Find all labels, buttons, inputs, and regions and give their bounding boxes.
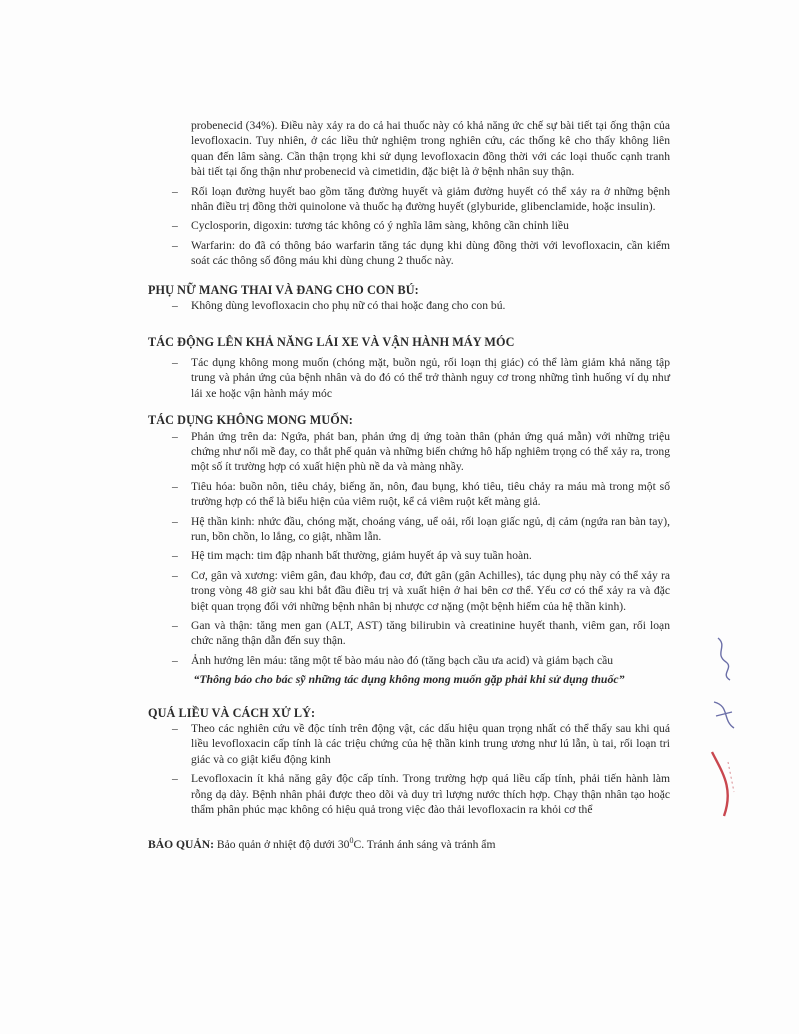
item-text: Theo các nghiên cứu về độc tính trên động vật, các dấu hiệu quan trọng nhất có thể thấy sau khi quá liều levofloxacin cấp tính là các triệu chứng của hệ thần kinh trung ương như lú lẫn, ù tai, rối loạn tri giác và co giật kiểu động kinh [191,722,670,766]
list-item [148,514,670,545]
doctor-note: “Thông báo cho bác sỹ những tác dụng không mong muốn gặp phải khi sử dụng thuốc” [193,672,625,687]
section-heading-side-effects: TÁC DỤNG KHÔNG MONG MUỐN: [148,413,353,428]
section-heading-overdose: QUÁ LIỀU VÀ CÁCH XỬ LÝ: [148,705,316,720]
document-content [148,118,670,853]
stamp-fragment [714,702,734,728]
storage-line [148,833,670,852]
handwritten-mark [718,638,730,680]
storage-text-after: C. Tránh ánh sáng và tránh ẩm [353,838,496,852]
overdose-list [148,721,670,817]
item-text: Hệ thần kinh: nhức đầu, chóng mặt, choáng váng, uể oải, rối loạn giấc ngủ, dị cảm (ngứa ran bàn tay), run, bồn chồn, lo lắng, co giật, nhầm lẫn. [191,514,670,543]
storage-label: BẢO QUẢN: [148,838,215,852]
section-heading-driving: TÁC ĐỘNG LÊN KHẢ NĂNG LÁI XE VÀ VẬN HÀNH MÁY MÓC [148,335,515,350]
list-item [148,771,670,817]
list-item [148,653,670,668]
list-item [148,721,670,767]
list-item [148,184,670,215]
item-text: Cơ, gân và xương: viêm gân, đau khớp, đau cơ, đứt gân (gân Achilles), tác dụng phụ này có thể xảy ra trong vòng 48 giờ sau khi bắt đầu điều trị và xuất hiện ở hai bên cơ thể. Yếu cơ có thể xảy ra và đặc biệt quan trọng đối với những bệnh nhân bị nhược cơ nặng (một bệnh hiếm của hệ thần kinh). [191,568,670,613]
dash-bullet: – [172,299,178,313]
dash-bullet: – [172,429,178,443]
item-text: Tiêu hóa: buồn nôn, tiêu chảy, biếng ăn, nôn, đau bụng, khó tiêu, tiêu chảy ra máu mà trong một số trường hợp có thể là biểu hiện của viêm ruột, kể cả viêm ruột kết màng giả. [191,479,670,509]
dash-bullet: – [172,479,178,493]
dash-bullet: – [172,355,178,369]
item-text: Levofloxacin ít khả năng gây độc cấp tính. Trong trường hợp quá liều cấp tính, phải tiến hành làm rỗng dạ dày. Bệnh nhân phải được theo dõi và duy trì lượng nước thích hợp. Chạy thận nhân tạo hoặc thẩm phân phúc mạc không có hiệu quả trong việc đào thải levofloxacin ra khỏi cơ thể [191,772,670,817]
dash-bullet: – [172,514,178,528]
dash-bullet: – [172,238,178,252]
item-text: Tác dụng không mong muốn (chóng mặt, buồn ngủ, rối loạn thị giác) có thể làm giảm khả năng tập trung và phản ứng của bệnh nhân và do đó có thể trở thành nguy cơ trong những tình huống ví dụ như lái xe hoặc vận hành máy móc [191,355,670,400]
dash-bullet: – [172,722,178,735]
list-item [148,298,670,313]
item-text: Warfarin: do đã có thông báo warfarin tăng tác dụng khi dùng đồng thời với levofloxacin, cần kiểm soát các thông số đông máu khi dùng chung 2 thuốc này. [191,238,670,268]
dash-bullet: – [172,184,178,198]
item-text: Hệ tim mạch: tim đập nhanh bất thường, giảm huyết áp và suy tuần hoàn. [191,549,532,563]
item-text: Cyclosporin, digoxin: tương tác không có ý nghĩa lâm sàng, không cần chỉnh liều [191,219,569,233]
item-text: Gan và thận: tăng men gan (ALT, AST) tăng bilirubin và creatinine huyết thanh, viêm gan, rối loạn chức năng thận dẫn đến suy thận. [191,618,670,648]
item-text: Rối loạn đường huyết bao gồm tăng đường huyết và giảm đường huyết có thể xảy ra ở những bệnh nhân điều trị đồng thời quinolone và thuốc hạ đường huyết (glyburide, glibenclamide, hoặc insulin). [191,184,670,214]
dash-bullet: – [172,549,178,563]
page-stamp-mark [704,632,744,822]
interaction-list [148,184,670,269]
list-item [148,568,670,614]
storage-superscript: 0 [349,836,354,846]
dash-bullet: – [172,653,178,667]
section-heading-pregnancy: PHỤ NỮ MANG THAI VÀ ĐANG CHO CON BÚ: [148,282,419,297]
red-stamp-dots [728,762,734,792]
list-item [148,238,670,269]
list-item [148,479,670,510]
storage-text-before: Bảo quản ở nhiệt độ dưới 30 [214,838,350,852]
red-stamp-arc [712,752,728,816]
dash-bullet: – [172,618,178,632]
list-item [148,218,670,233]
dash-bullet: – [172,568,178,582]
side-effects-list [148,429,670,669]
list-item [148,429,670,475]
dash-bullet: – [172,772,178,786]
list-item [148,618,670,649]
item-text: Phản ứng trên da: Ngứa, phát ban, phản ứng dị ứng toàn thân (phản ứng quá mẫn) với những triệu chứng như nổi mề đay, co thắt phế quản và những biến chứng hô hấp nghiêm trọng có thể xảy ra, trong một số ít trường hợp có xuất hiện phù nề da và màng nhầy. [191,429,670,474]
intro-paragraph: probenecid (34%). Điều này xảy ra do cả hai thuốc này có khả năng ức chế sự bài tiết tại ống thận của levofloxacin. Tuy nhiên, ở các liều thử nghiệm trong nghiên cứu, các thống kê cho thấy không liên quan đến lâm sàng. Cần thận trọng khi sử dụng levofloxacin đồng thời với các loại thuốc cạnh tranh bài tiết tại ống thận như probenecid và cimetidin, đặc biệt là ở bệnh nhân suy thận. [191,119,670,179]
item-text: Không dùng levofloxacin cho phụ nữ có thai hoặc đang cho con bú. [191,299,506,313]
list-item [148,548,670,563]
list-item [148,355,670,401]
item-text: Ảnh hưởng lên máu: tăng một tế bào máu nào đó (tăng bạch cầu ưa acid) và giảm bạch cầu [191,653,614,667]
dash-bullet: – [172,219,178,233]
